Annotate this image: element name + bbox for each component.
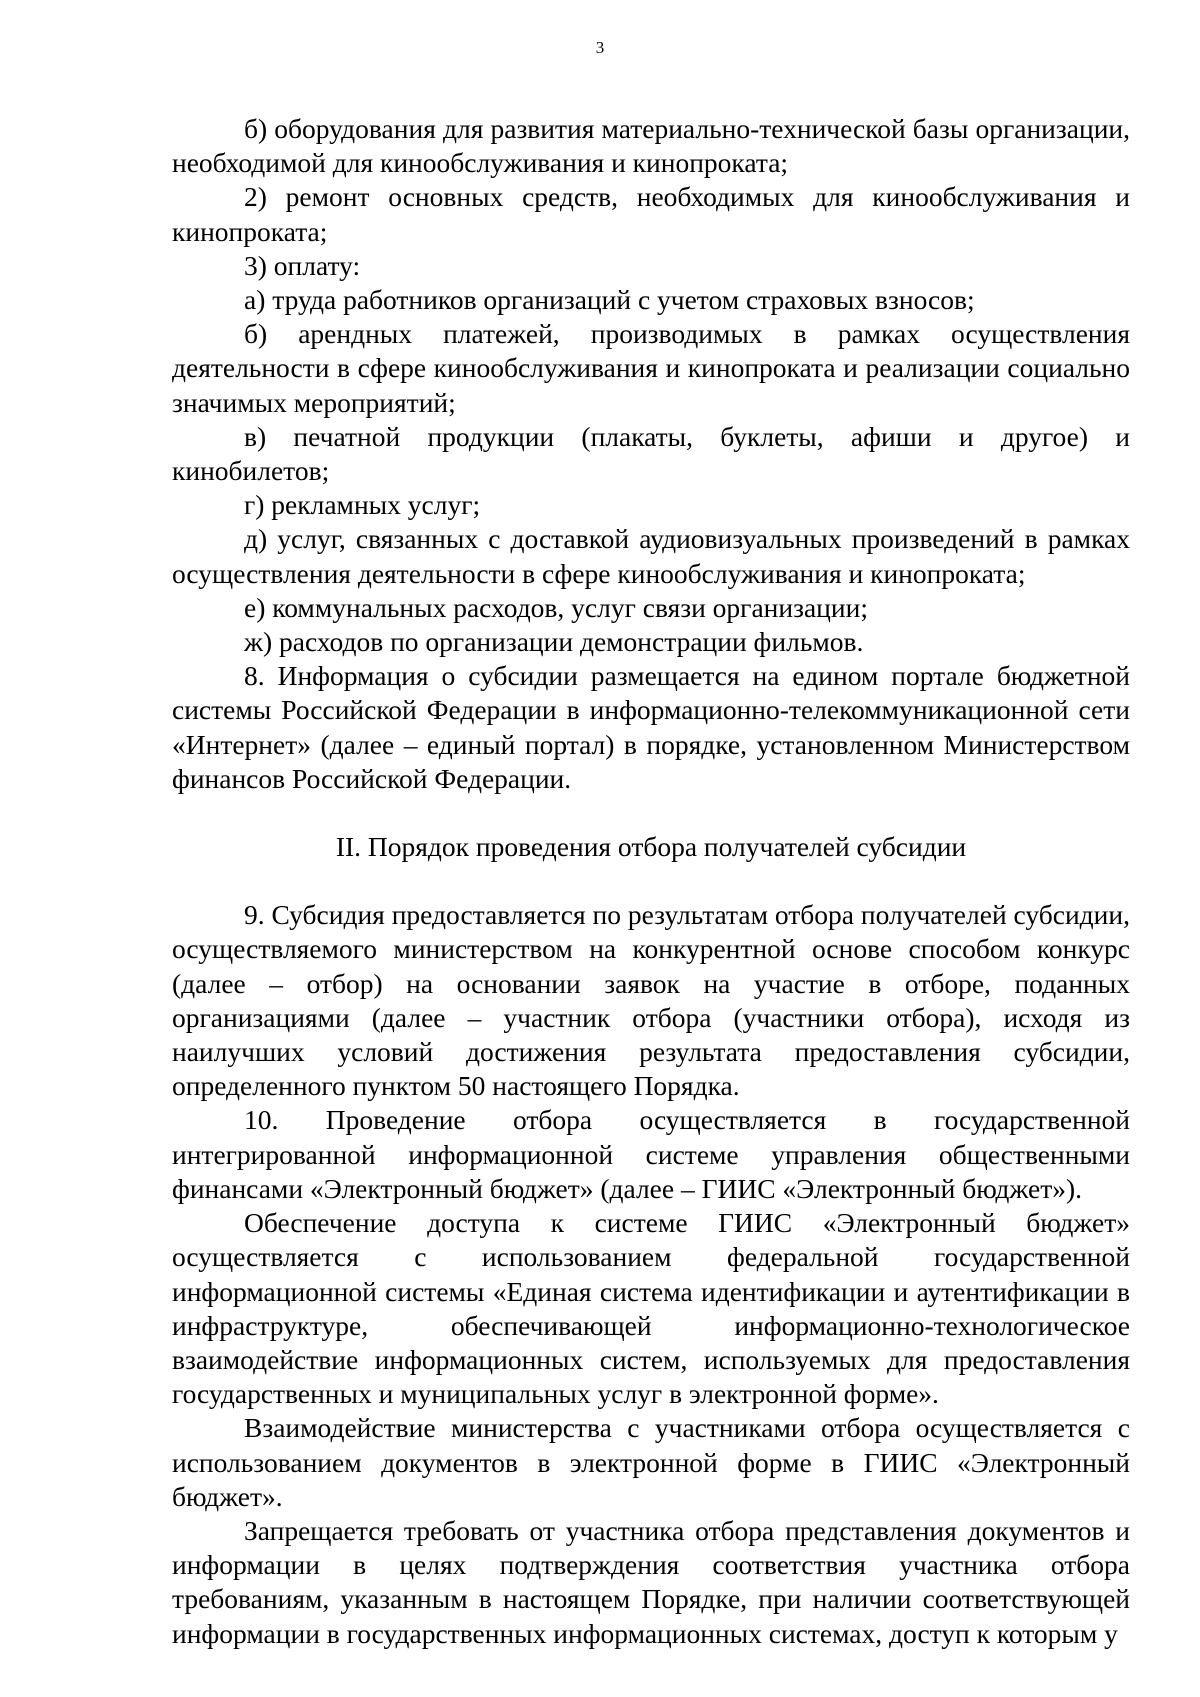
paragraph: б) оборудования для развития материально-технической базы организации, необходимой для кинообслуживания и кинопроката; [172,113,1130,179]
paragraph: Обеспечение доступа к системе ГИИС «Электронный бюджет» осуществляется с использованием федеральной государственной информационной системы «Единая система идентификации и аутентификации в инфраструктуре, обеспечивающей информационно-технологическое взаимодействие информационных систем, используемых для предоставления государственных и муниципальных услуг в электронной форме». [172,1207,1130,1410]
paragraph: 8. Информация о субсидии размещается на едином портале бюджетной системы Российской Федерации в информационно-телекоммуникационной сети «Интернет» (далее – единый портал) в порядке, установленном Министерством финансов Российской Федерации. [172,660,1130,794]
paragraph: е) коммунальных расходов, услуг связи организации; [244,591,868,623]
paragraph: 2) ремонт основных средств, необходимых для кинообслуживания и кинопроката; [172,181,1130,247]
paragraph: б) арендных платежей, производимых в рамках осуществления деятельности в сфере кинообслуживания и кинопроката и реализации социально значимых мероприятий; [172,318,1130,418]
section-heading: II. Порядок проведения отбора получателей субсидии [335,831,967,863]
paragraph: д) услуг, связанных с доставкой аудиовизуальных произведений в рамках осуществления деятельности в сфере кинообслуживания и кинопроката; [172,523,1130,589]
paragraph: ж) расходов по организации демонстрации фильмов. [244,626,864,658]
paragraph: Взаимодействие министерства с участниками отбора осуществляется с использованием документов в электронной форме в ГИИС «Электронный бюджет». [172,1412,1130,1512]
paragraph: Запрещается требовать от участника отбора представления документов и информации в целях подтверждения соответствия участника отбора требованиям, указанным в настоящем Порядке, при наличии соответствующей информации в государственных информационных системах, доступ к которым у [172,1514,1130,1649]
paragraph: г) рекламных услуг; [244,489,481,521]
paragraph: 3) оплату: [244,249,361,281]
document-body [172,112,1130,1651]
paragraph: а) труда работников организаций с учетом страховых взносов; [244,284,975,316]
page-number: 3 [595,38,605,57]
paragraph: 9. Субсидия предоставляется по результатам отбора получателей субсидии, осуществляемого министерством на конкурентной основе способом конкурс (далее – отбор) на основании заявок на участие в отборе, поданных организациями (далее – участник отбора (участники отбора), исходя из наилучших условий достижения результата предоставления субсидии, определенного пунктом 50 настоящего Порядка. [172,899,1130,1102]
paragraph: 10. Проведение отбора осуществляется в государственной интегрированной информационной системе управления общественными финансами «Электронный бюджет» (далее – ГИИС «Электронный бюджет»). [172,1104,1130,1204]
paragraph: в) печатной продукции (плакаты, буклеты, афиши и другое) и кинобилетов; [172,420,1130,487]
